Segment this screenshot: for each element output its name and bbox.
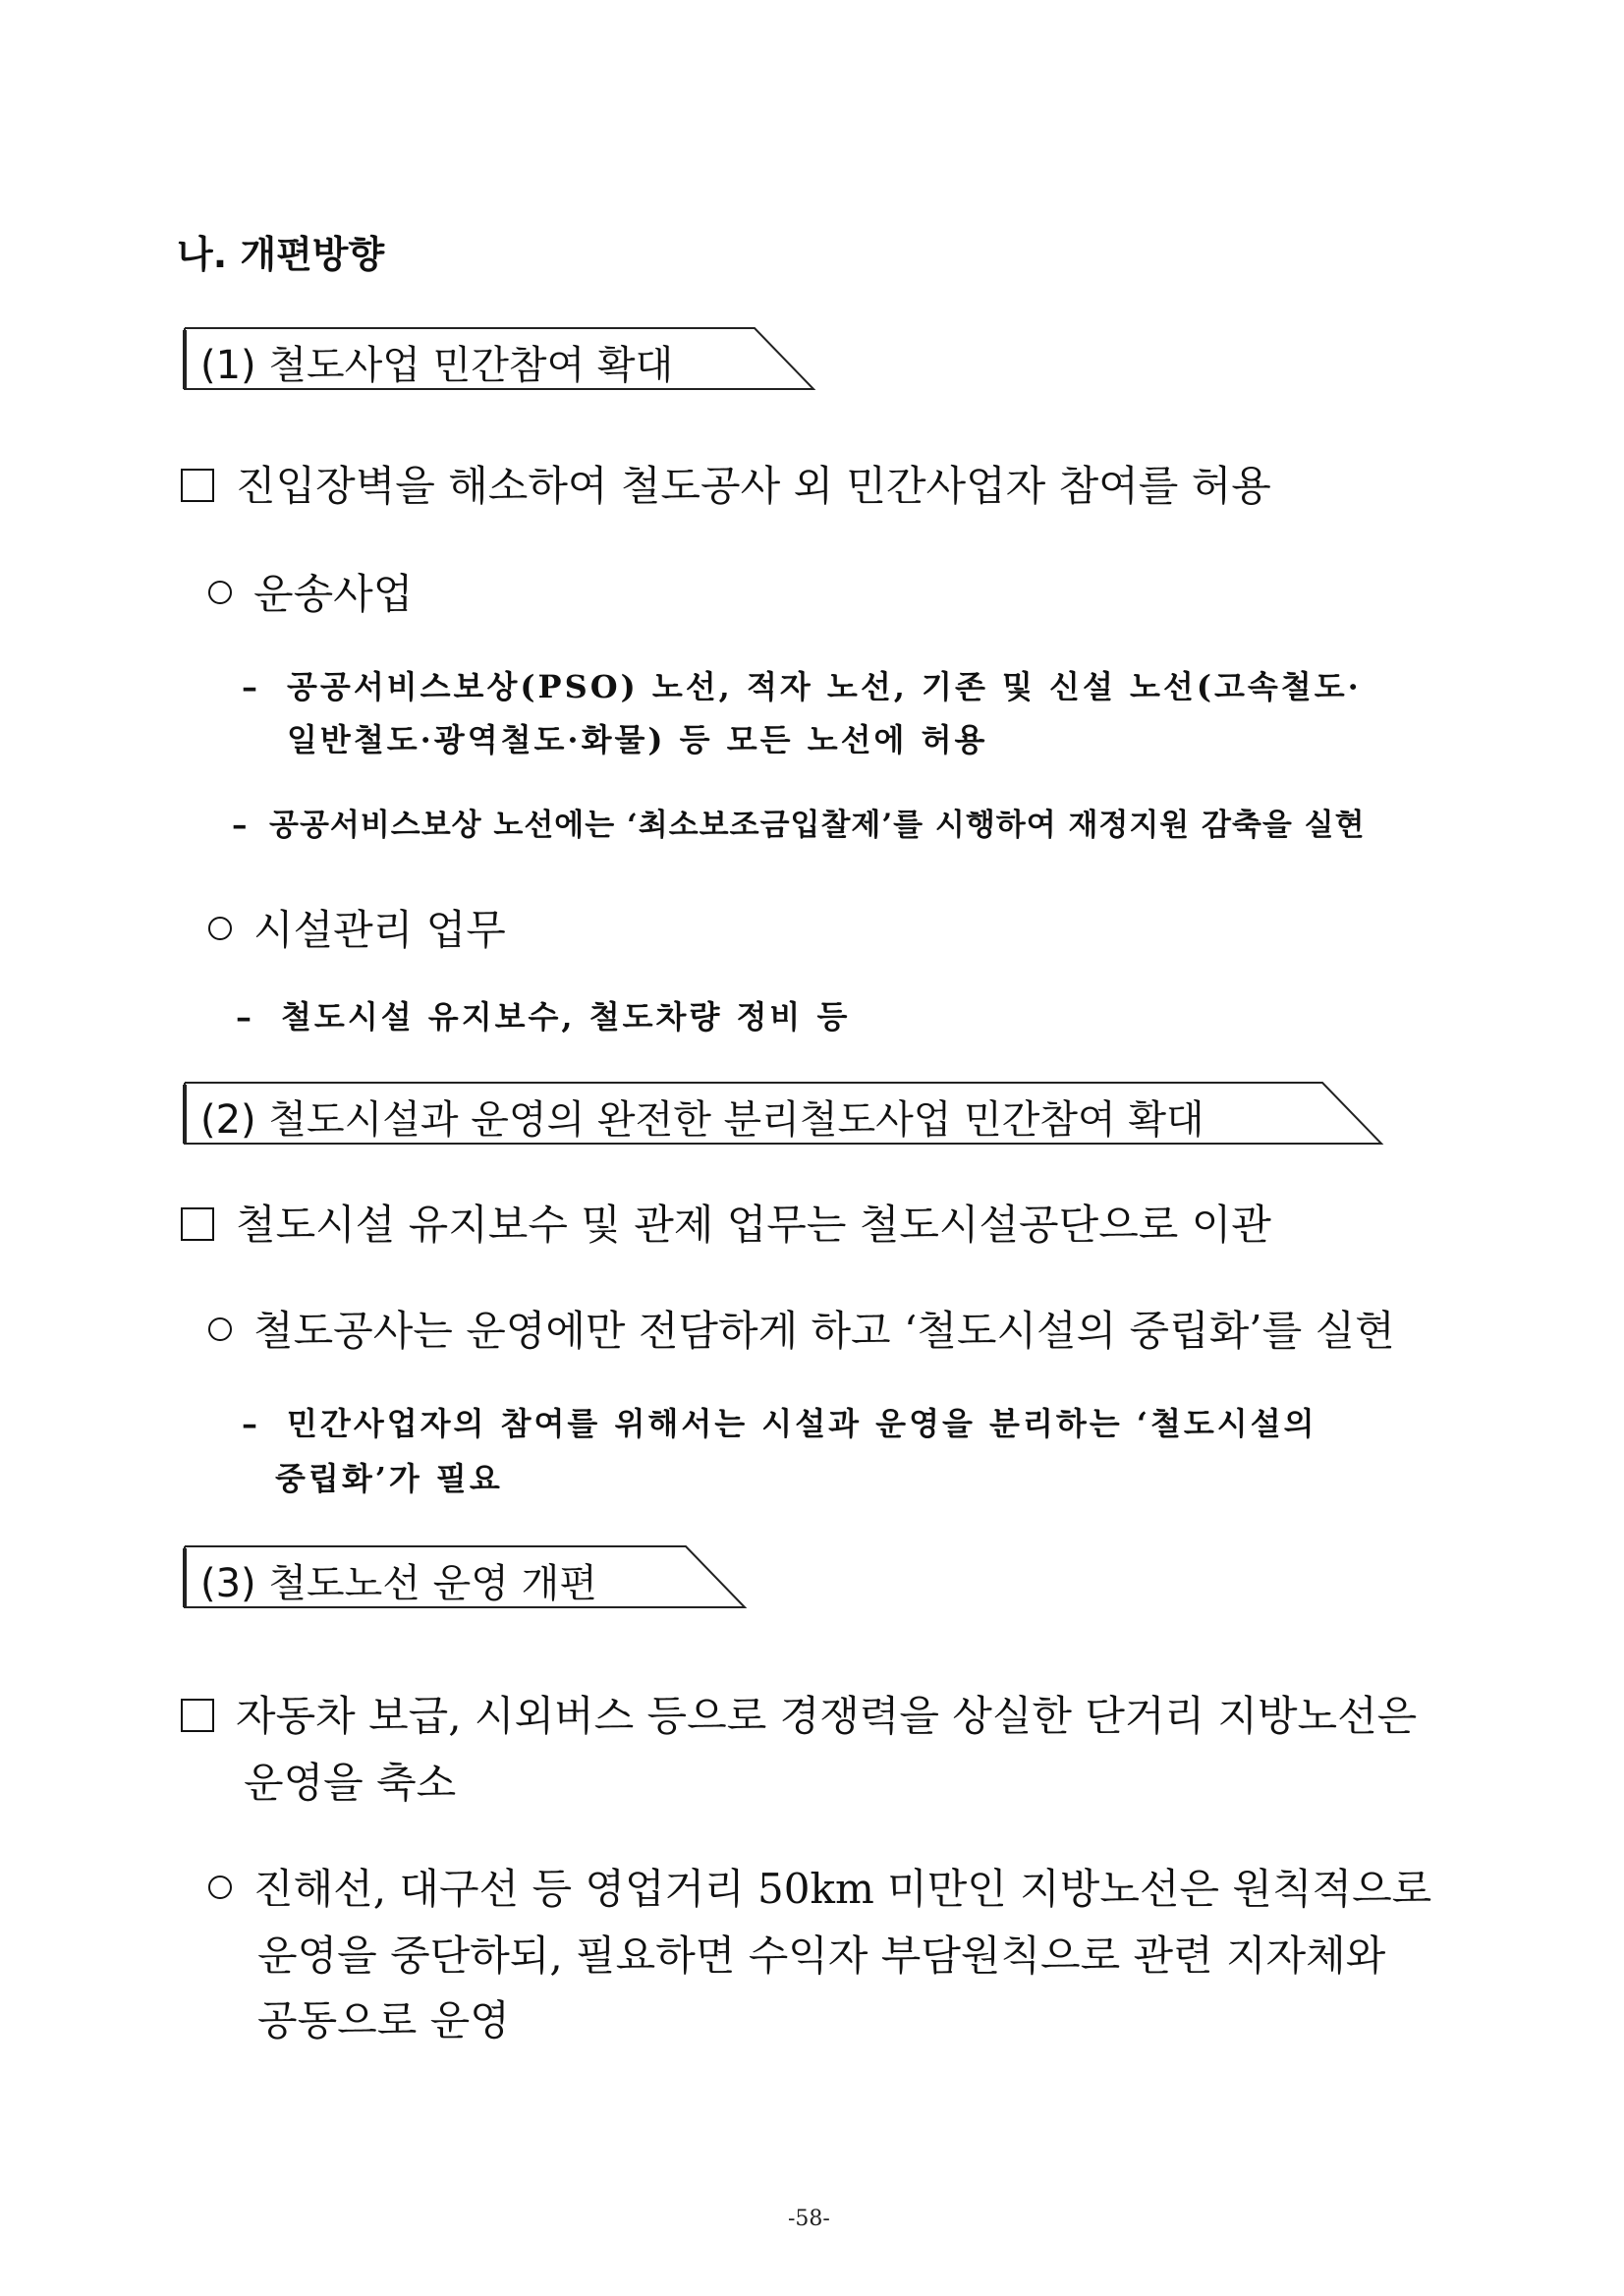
item-text: 공공서비스보상(PSO) 노선, 적자 노선, 기존 및 신설 노선(고속철도· [287, 668, 1362, 705]
page-number: -58- [788, 2207, 830, 2231]
square-item [181, 1193, 1271, 1252]
section-title: (3) 철도노선 운영 개편 [200, 1561, 597, 1606]
section-heading: 나. 개편방향 [177, 233, 385, 276]
circle-item [208, 1857, 1431, 1916]
dash-item [242, 1399, 1317, 1444]
square-item [181, 454, 1271, 513]
item-text: 운송사업 [253, 570, 414, 618]
square-bullet-icon [181, 469, 214, 502]
square-bullet-icon [181, 1699, 214, 1732]
dash-bullet-icon: – [236, 998, 254, 1036]
section-title-box-3 [185, 1546, 745, 1607]
item-text: 철도시설 유지보수 및 관제 업무는 철도시설공단으로 이관 [236, 1201, 1271, 1249]
item-text: 민간사업자의 참여를 위해서는 시설과 운영을 분리하는 ‘철도시설의 [287, 1405, 1317, 1442]
item-text: 철도시설 유지보수, 철도차량 정비 등 [281, 998, 851, 1036]
section-title-box-2 [185, 1083, 1381, 1144]
dash-item-continuation: 중립화’가 필요 [275, 1460, 503, 1497]
dash-item [236, 992, 850, 1037]
section-title: (2) 철도시설과 운영의 완전한 분리철도사업 민간참여 확대 [200, 1097, 1204, 1143]
square-item [181, 1684, 1417, 1743]
dash-item [232, 800, 1366, 844]
dash-item-continuation: 일반철도·광역철도·화물) 등 모든 노선에 허용 [287, 721, 988, 758]
item-text: 진입장벽을 해소하여 철도공사 외 민간사업자 참여를 허용 [236, 462, 1271, 510]
circle-item [208, 898, 506, 957]
circle-item-continuation: 운영을 중단하되, 필요하면 수익자 부담원칙으로 관련 지자체와 [257, 1932, 1386, 1980]
dash-bullet-icon: – [242, 668, 260, 705]
dash-bullet-icon: – [232, 808, 249, 843]
circle-bullet-icon [208, 581, 232, 604]
item-text: 철도공사는 운영에만 전담하게 하고 ‘철도시설의 중립화’를 실현 [253, 1307, 1395, 1355]
square-bullet-icon [181, 1207, 214, 1241]
circle-bullet-icon [208, 917, 232, 940]
item-text: 진해선, 대구선 등 영업거리 50km 미만인 지방노선은 원칙적으로 [253, 1865, 1432, 1913]
circle-bullet-icon [208, 1876, 232, 1899]
square-item-continuation: 운영을 축소 [244, 1759, 457, 1807]
section-title: (1) 철도사업 민간참여 확대 [200, 343, 674, 388]
circle-item [208, 562, 413, 621]
circle-item [208, 1299, 1395, 1358]
circle-item-continuation: 공동으로 운영 [257, 1996, 510, 2044]
item-text: 공공서비스보상 노선에는 ‘최소보조금입찰제’를 시행하여 재정지원 감축을 실현 [269, 808, 1366, 843]
dash-bullet-icon: – [242, 1405, 260, 1442]
section-title-box-1 [185, 328, 813, 389]
item-text: 자동차 보급, 시외버스 등으로 경쟁력을 상실한 단거리 지방노선은 [236, 1692, 1418, 1740]
item-text: 시설관리 업무 [253, 906, 506, 954]
dash-item [242, 662, 1362, 707]
circle-bullet-icon [208, 1317, 232, 1341]
